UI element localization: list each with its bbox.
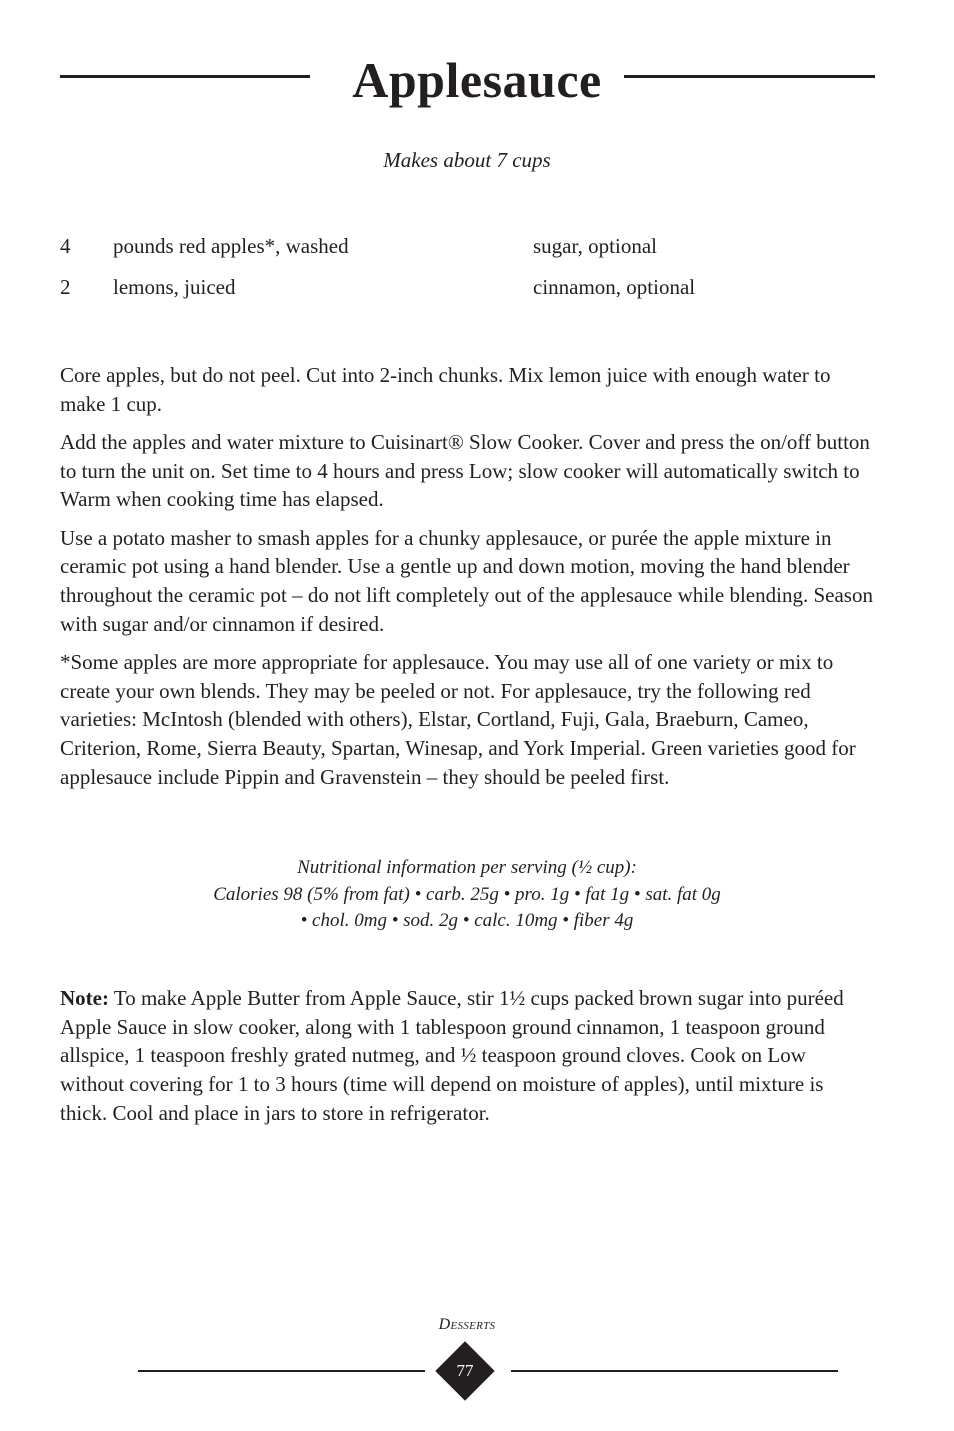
note-text: To make Apple Butter from Apple Sauce, stir 1½ cups packed brown sugar into puréed Apple Sauce in slow cooker, along with 1 tablespoon ground cinnamon, 1 teaspoon ground allspice, 1 teaspoon freshly grated nutmeg, and ½ teaspoon ground cloves. Cook on Low without covering for 1 to 3 hours (time will depend on moisture of apples), until mixture is thick. Cool and place in jars to store in refrigerator. — [60, 986, 844, 1125]
ingredient-item: cinnamon, optional — [533, 275, 696, 299]
ingredient-qty: 2 — [60, 275, 71, 299]
recipe-yield: Makes about 7 cups — [383, 148, 551, 172]
ingredient-item: pounds red apples*, washed — [113, 234, 349, 258]
instruction-paragraph: Use a potato masher to smash apples for a chunky applesauce, or purée the apple mixture in ceramic pot using a hand blender. Use a gentle up and down motion, moving the hand blender throughout the ceramic pot – do not lift completely out of the applesauce while blending. Season with sugar and/or cinnamon if desired. — [60, 525, 873, 636]
nutrition-line: Calories 98 (5% from fat) • carb. 25g • pro. 1g • fat 1g • sat. fat 0g — [213, 883, 721, 905]
section-name: Desserts — [438, 1316, 496, 1333]
ingredient-qty: 4 — [60, 234, 71, 258]
ingredient-item: sugar, optional — [533, 234, 657, 258]
nutrition-heading: Nutritional information per serving (½ cup): — [297, 857, 637, 878]
ingredient-item: lemons, juiced — [113, 275, 236, 299]
recipe-title: Applesauce — [352, 52, 602, 108]
nutrition-info — [0, 855, 934, 935]
recipe-instructions — [60, 361, 880, 801]
note-label: Note: — [60, 986, 109, 1010]
instruction-paragraph: Add the apples and water mixture to Cuisinart® Slow Cooker. Cover and press the on/off button to turn the unit on. Set time to 4 hours and press Low; slow cooker will automatically switch to Warm when cooking time has elapsed. — [60, 429, 870, 512]
footer-rule-right — [511, 1370, 838, 1372]
footer-rule-left — [138, 1370, 425, 1372]
nutrition-line: • chol. 0mg • sod. 2g • calc. 10mg • fiber 4g — [300, 910, 634, 931]
apple-variety-footnote: *Some apples are more appropriate for applesauce. You may use all of one variety or mix to create your own blends. They may be peeled or not. For applesauce, try the following red varieties: McIntosh (blended with others), Elstar, Cortland, Fuji, Gala, Braeburn, Cameo, Criterion, Rome, Sierra Beauty, Spartan, Winesap, and York Imperial. Green varieties good for applesauce include Pippin and Gravenstein – they should be peeled first. — [60, 649, 856, 789]
recipe-note — [60, 984, 870, 1128]
page-number: 77 — [456, 1361, 474, 1380]
instruction-paragraph: Core apples, but do not peel. Cut into 2-inch chunks. Mix lemon juice with enough water to make 1 cup. — [60, 363, 831, 416]
